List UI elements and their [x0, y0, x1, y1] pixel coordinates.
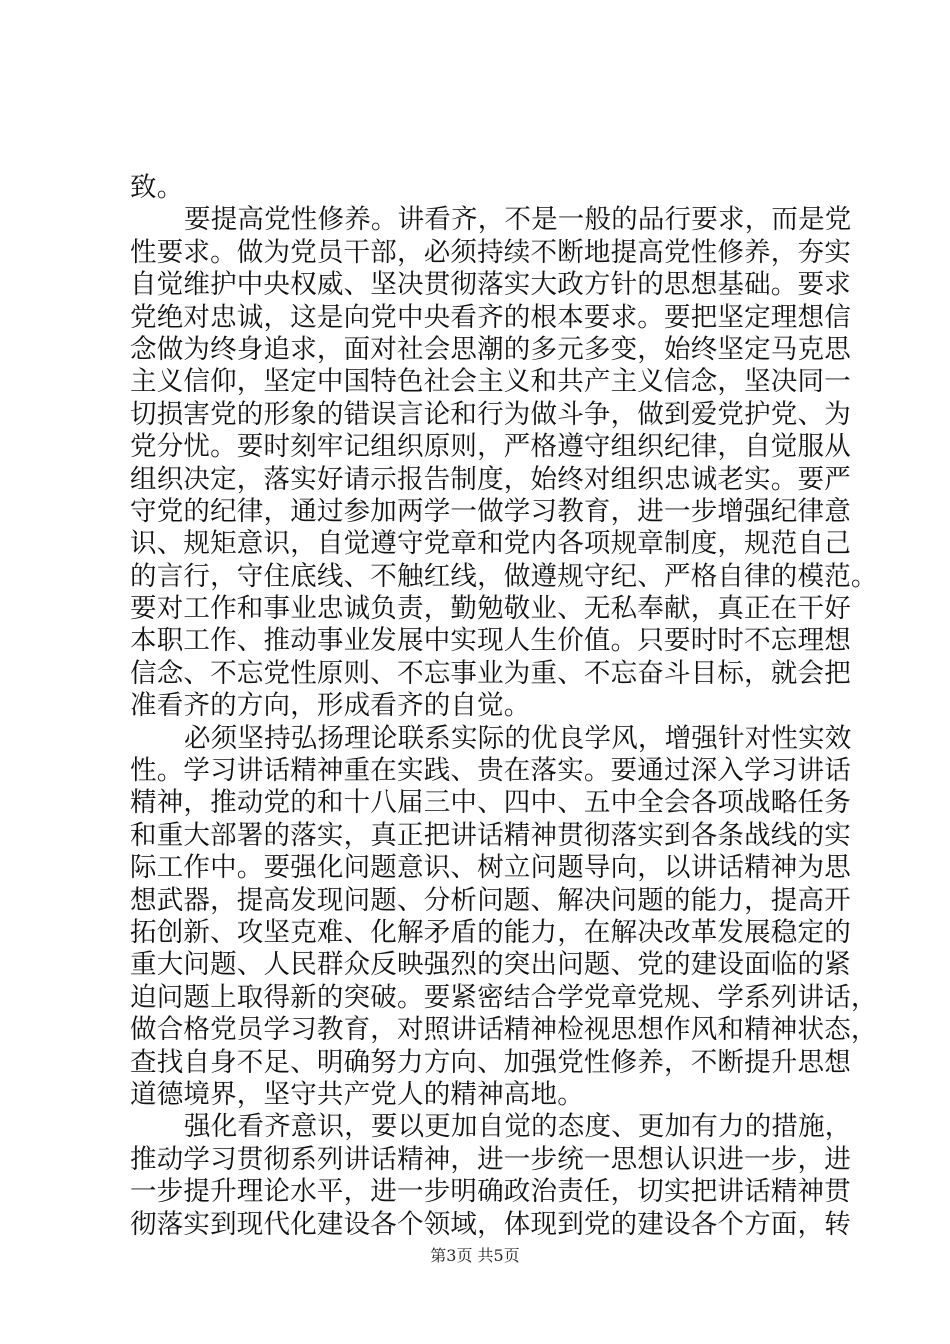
text-line: 要提高党性修养。讲看齐，不是一般的品行要求，而是党 [184, 204, 852, 236]
text-line: 本职工作、推动事业发展中实现人生价值。只要时时不忘理想 [130, 625, 851, 657]
text-line: 准看齐的方向，形成看齐的自觉。 [130, 690, 531, 722]
text-line: 念做为终身追求，面对社会思潮的多元多变，始终坚定马克思 [130, 333, 851, 365]
paragraph [130, 172, 830, 204]
text-line: 查找自身不足、明确努力方向、加强党性修养，不断提升思想 [130, 1046, 851, 1078]
text-line: 守党的纪律，通过参加两学一做学习教育，进一步增强纪律意 [130, 495, 851, 527]
text-line: 性。学习讲话精神重在实践、贵在落实。要通过深入学习讲话 [130, 755, 851, 787]
text-line: 的言行，守住底线、不触红线，做遵规守纪、严格自律的模范。 [130, 560, 878, 592]
text-line: 致。 [130, 172, 184, 203]
paragraph [130, 722, 878, 1112]
text-line: 自觉维护中央权威、坚决贯彻落实大政方针的思想基础。要求 [130, 269, 851, 301]
text-line: 重大问题、人民群众反映强烈的突出问题、党的建设面临的紧 [130, 949, 851, 981]
text-line: 切损害党的形象的错误言论和行为做斗争，做到爱党护党、为 [130, 398, 851, 430]
text-line: 信念、不忘党性原则、不忘事业为重、不忘奋斗目标，就会把 [130, 657, 851, 689]
text-line: 强化看齐意识，要以更加自觉的态度、更加有力的措施， [184, 1111, 852, 1143]
text-line: 想武器，提高发现问题、分析问题、解决问题的能力，提高开 [130, 884, 851, 916]
text-line: 党绝对忠诚，这是向党中央看齐的根本要求。要把坚定理想信 [130, 301, 851, 333]
paragraph [130, 1111, 852, 1241]
page-number: 第3页 共5页 [430, 1246, 520, 1265]
text-line: 主义信仰，坚定中国特色社会主义和共产主义信念，坚决同一 [130, 366, 851, 398]
text-line: 和重大部署的落实，真正把讲话精神贯彻落实到各条战线的实 [130, 819, 851, 851]
text-line: 彻落实到现代化建设各个领域，体现到党的建设各个方面，转 [130, 1208, 851, 1240]
text-line: 识、规矩意识，自觉遵守党章和党内各项规章制度，规范自己 [130, 528, 851, 560]
text-line: 际工作中。要强化问题意识、树立问题导向，以讲话精神为思 [130, 852, 851, 884]
page-footer [0, 1246, 950, 1266]
text-line: 推动学习贯彻系列讲话精神，进一步统一思想认识进一步，进 [130, 1143, 851, 1175]
text-line: 组织决定，落实好请示报告制度，始终对组织忠诚老实。要严 [130, 463, 851, 495]
text-line: 精神，推动党的和十八届三中、四中、五中全会各项战略任务 [130, 787, 851, 819]
paragraph [130, 204, 878, 722]
text-line: 做合格党员学习教育，对照讲话精神检视思想作风和精神状态， [130, 1014, 878, 1046]
text-line: 道德境界，坚守共产党人的精神高地。 [130, 1078, 584, 1110]
document-body [130, 172, 878, 1241]
text-line: 性要求。做为党员干部，必须持续不断地提高党性修养，夯实 [130, 236, 851, 268]
text-line: 迫问题上取得新的突破。要紧密结合学党章党规、学系列讲话， [130, 981, 878, 1013]
text-line: 要对工作和事业忠诚负责，勤勉敬业、无私奉献，真正在干好 [130, 593, 851, 625]
text-line: 必须坚持弘扬理论联系实际的优良学风，增强针对性实效 [184, 722, 852, 754]
text-line: 一步提升理论水平，进一步明确政治责任，切实把讲话精神贯 [130, 1176, 851, 1208]
text-line: 党分忧。要时刻牢记组织原则，严格遵守组织纪律，自觉服从 [130, 431, 851, 463]
text-line: 拓创新、攻坚克难、化解矛盾的能力，在解决改革发展稳定的 [130, 916, 851, 948]
